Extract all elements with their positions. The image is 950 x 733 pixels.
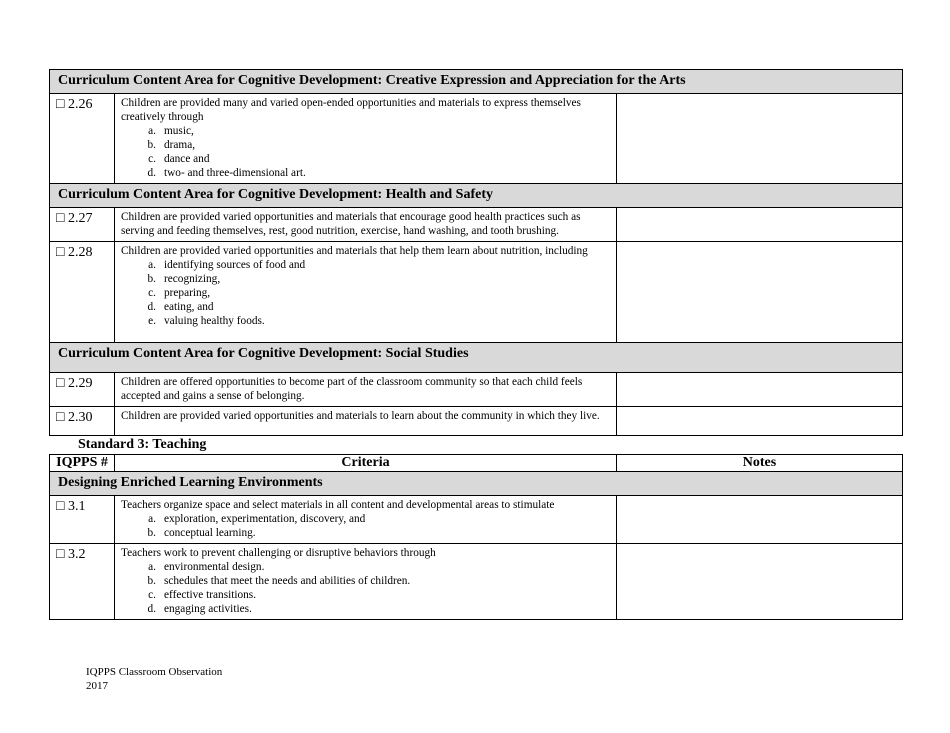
table-header-row [50,455,903,472]
list-item: c. effective transitions. [148,589,257,601]
criterion-description: Children are provided many and varied open-ended opportunities and materials to express themselves creatively through [121,97,581,123]
column-header-criteria: Criteria [115,455,617,472]
table-row [50,496,903,544]
list-item: d. engaging activities. [147,603,252,615]
criterion-number[interactable]: □ 2.27 [50,208,115,242]
criterion-number[interactable]: □ 2.29 [50,373,115,407]
page-footer [86,665,222,693]
list-item: a. music, [148,125,194,137]
section-heading: Curriculum Content Area for Cognitive Development: Health and Safety [50,184,903,208]
notes-cell[interactable] [617,94,903,184]
criterion-text [115,544,617,620]
list-item: b. recognizing, [147,273,221,285]
section-heading: Designing Enriched Learning Environments [50,472,903,496]
table-row [50,544,903,620]
table-row [50,208,903,242]
criterion-description: Teachers organize space and select materials in all content and developmental areas to stimulate [121,499,555,511]
criterion-number[interactable]: □ 2.28 [50,242,115,343]
notes-cell[interactable] [617,208,903,242]
criterion-text [115,496,617,544]
section-heading: Curriculum Content Area for Cognitive Development: Social Studies [50,343,903,373]
criterion-number[interactable]: □ 3.1 [50,496,115,544]
list-item: a. exploration, experimentation, discovery, and [148,513,366,525]
list-item: b. schedules that meet the needs and abilities of children. [147,575,411,587]
criterion-sublist [121,512,610,540]
footer-year: 2017 [86,680,108,692]
list-item: c. dance and [148,153,210,165]
column-header-notes: Notes [617,455,903,472]
list-item: d. eating, and [147,301,214,313]
notes-cell[interactable] [617,242,903,343]
criterion-sublist [121,258,610,328]
notes-cell[interactable] [617,373,903,407]
section-heading: Curriculum Content Area for Cognitive Development: Creative Expression and Appreciation for the Arts [50,70,903,94]
notes-cell[interactable] [617,496,903,544]
criterion-number[interactable]: □ 2.26 [50,94,115,184]
criteria-table-standard-3 [49,454,903,620]
criterion-text: Children are offered opportunities to become part of the classroom community so that each child feels accepted and gains a sense of belonging. [115,373,617,407]
list-item: a. identifying sources of food and [148,259,306,271]
criterion-description: Children are provided varied opportunities and materials that help them learn about nutrition, including [121,245,588,257]
list-item: c. preparing, [148,287,211,299]
footer-title: IQPPS Classroom Observation [86,666,223,678]
notes-cell[interactable] [617,544,903,620]
criteria-table-standard-2 [49,69,903,436]
table-row [50,373,903,407]
column-header-number: IQPPS # [50,455,115,472]
criterion-description: Teachers work to prevent challenging or disruptive behaviors through [121,547,436,559]
list-item: b. drama, [147,139,196,151]
table-row [50,94,903,184]
criterion-number[interactable]: □ 3.2 [50,544,115,620]
list-item: d. two- and three-dimensional art. [147,167,306,179]
standard-title: Standard 3: Teaching [78,437,207,452]
criterion-number[interactable]: □ 2.30 [50,407,115,436]
notes-cell[interactable] [617,407,903,436]
table-row [50,242,903,343]
criterion-text [115,242,617,343]
section-heading-row [50,184,903,208]
section-heading-row [50,472,903,496]
list-item: a. environmental design. [148,561,265,573]
criterion-sublist [121,560,610,616]
list-item: e. valuing healthy foods. [148,315,265,327]
section-heading-row [50,70,903,94]
list-item: b. conceptual learning. [147,527,256,539]
criterion-sublist [121,124,610,180]
criterion-text [115,94,617,184]
table-row [50,407,903,436]
section-heading-row [50,343,903,373]
criterion-text: Children are provided varied opportunities and materials that encourage good health practices such as serving and feeding themselves, rest, good nutrition, exercise, hand washing, and tooth brushing. [115,208,617,242]
criterion-text: Children are provided varied opportunities and materials to learn about the community in which they live. [115,407,617,436]
